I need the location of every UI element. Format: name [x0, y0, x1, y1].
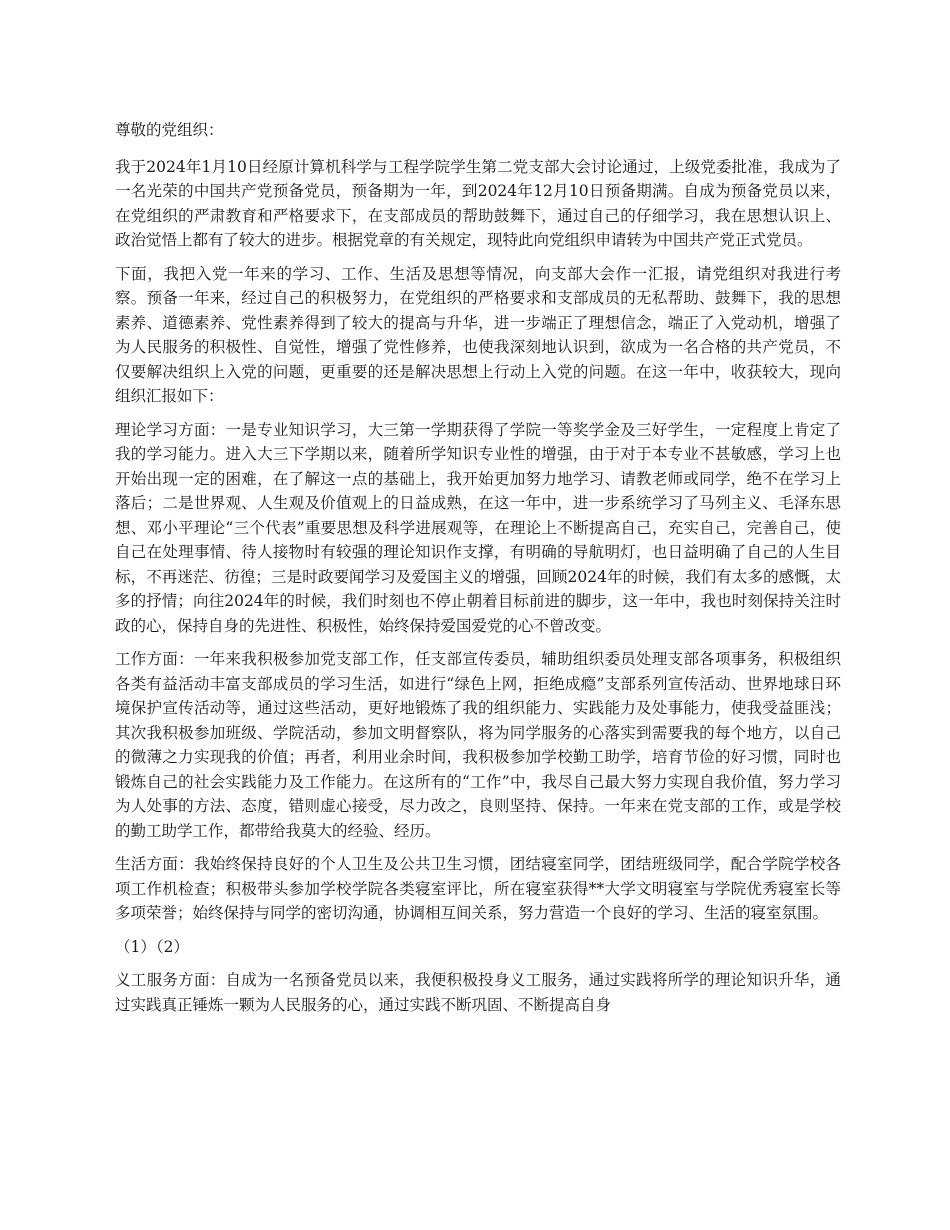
paragraph-theory-study: 理论学习方面：一是专业知识学习，大三第一学期获得了学院一等奖学金及三好学生，一定程度上肯定了我的学习能力。进入大三下学期以来，随着所学知识专业性的增强，由于对于本专业不甚敏感，学习上也开始出现一定的困难，在了解这一点的基础上，我开始更加努力地学习、请教老师或同学，绝不在学习上落后；二是世界观、人生观及价值观上的日益成熟，在这一年中，进一步系统学习了马列主义、毛泽东思想、邓小平理论“三个代表”重要思想及科学进展观等，在理论上不断提高自己，充实自己，完善自己，使自己在处理事情、待人接物时有较强的理论知识作支撑，有明确的导航明灯，也日益明确了自己的人生目标，不再迷茫、彷徨；三是时政要闻学习及爱国主义的增强，回顾2024年的时候，我们有太多的感慨，太多的抒情；向往2024年的时候，我们时刻也不停止朝着目标前进的脚步，这一年中，我也时刻保持关注时政的心，保持自身的先进性、积极性，始终保持爱国爱党的心不曾改变。 — [115, 420, 841, 635]
paragraph-numbering: （1）（2） — [115, 937, 189, 956]
salutation: 尊敬的党组织： — [115, 121, 224, 139]
document-body — [115, 118, 841, 1026]
paragraph-life: 生活方面：我始终保持良好的个人卫生及公共卫生习惯，团结寝室同学，团结班级同学，配合学院学校各项工作机检查；积极带头参加学校学院各类寝室评比，所在寝室获得**大学文明寝室与学院优秀寝室长等多项荣誉；始终保持与同学的密切沟通，协调相互间关系，努力营造一个良好的学习、生活的寝室氛围。 — [115, 855, 841, 922]
paragraph-overview: 下面，我把入党一年来的学习、工作、生活及思想等情况，向支部大会作一汇报，请党组织对我进行考察。预备一年来，经过自己的积极努力，在党组织的严格要求和支部成员的无私帮助、鼓舞下，我的思想素养、道德素养、党性素养得到了较大的提高与升华，进一步端正了理想信念，端正了入党动机，增强了为人民服务的积极性、自觉性，增强了党性修养，也使我深刻地认识到，欲成为一名合格的共产党员，不仅要解决组织上入党的问题，更重要的还是解决思想上行动上入党的问题。在这一年中，收获较大，现向组织汇报如下： — [115, 264, 841, 405]
paragraph-volunteer: 义工服务方面：自成为一名预备党员以来，我便积极投身义工服务，通过实践将所学的理论知识升华，通过实践真正锤炼一颗为人民服务的心，通过实践不断巩固、不断提高自身 — [115, 971, 841, 1014]
paragraph-application: 我于2024年1月10日经原计算机科学与工程学院学生第二党支部大会讨论通过，上级党委批准，我成为了一名光荣的中国共产党预备党员，预备期为一年，到2024年12月10日预备期满。自成为预备党员以来，在党组织的严肃教育和严格要求下，在支部成员的帮助鼓舞下，通过自己的仔细学习，我在思想认识上、政治觉悟上都有了较大的进步。根据党章的有关规定，现特此向党组织申请转为中国共产党正式党员。 — [115, 157, 841, 249]
paragraph-work: 工作方面：一年来我积极参加党支部工作，任支部宣传委员，辅助组织委员处理支部各项事务，积极组织各类有益活动丰富支部成员的学习生活，如进行“绿色上网，拒绝成瘾”支部系列宣传活动、世界地球日环境保护宣传活动等，通过这些活动，更好地锻炼了我的组织能力、实践能力及处事能力，使我受益匪浅；其次我积极参加班级、学院活动，参加文明督察队，将为同学服务的心落实到需要我的每个地方，以自己的微薄之力实现我的价值；再者，利用业余时间，我积极参加学校勤工助学，培育节俭的好习惯，同时也锻炼自己的社会实践能力及工作能力。在这所有的“工作”中，我尽自己最大努力实现自我价值，努力学习为人处事的方法、态度，错则虚心接受，尽力改之，良则坚持、保持。一年来在党支部的工作，或是学校的勤工助学工作，都带给我莫大的经验、经历。 — [115, 650, 841, 840]
